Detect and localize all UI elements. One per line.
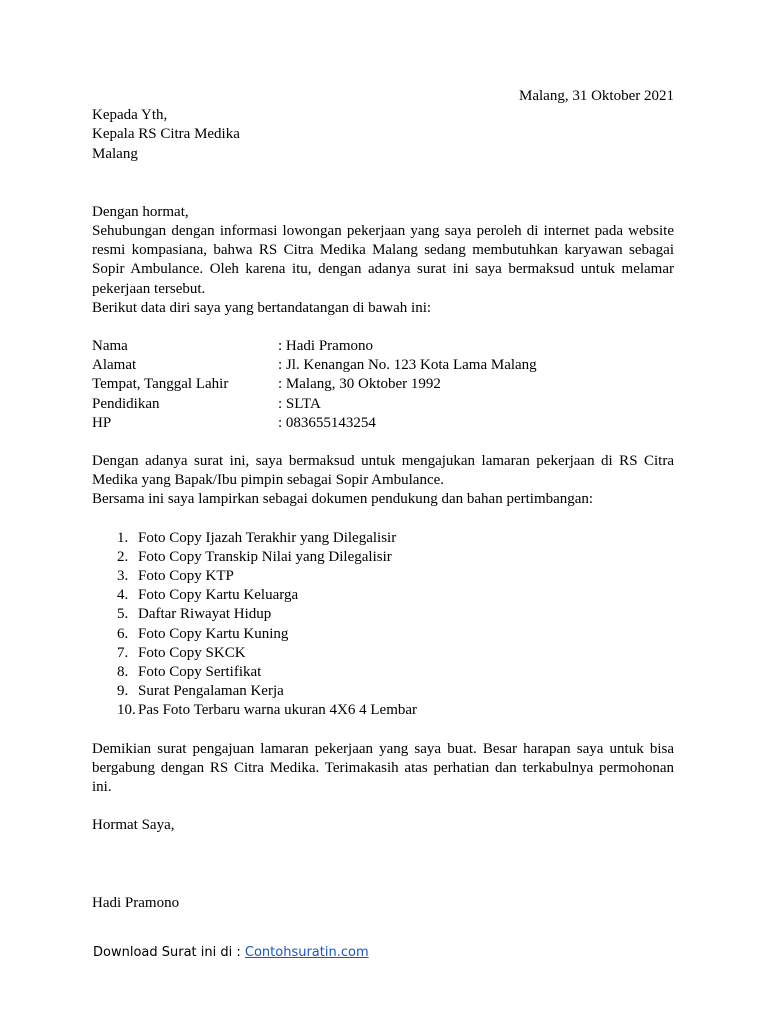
list-text: Foto Copy Kartu Keluarga xyxy=(138,587,299,604)
biodata-row xyxy=(92,395,674,414)
footer-link[interactable]: Contohsuratin.com xyxy=(244,945,369,960)
list-text: Foto Copy Kartu Kuning xyxy=(138,625,289,642)
biodata-row xyxy=(92,337,674,356)
letter-document xyxy=(92,87,674,913)
list-text: Foto Copy SKCK xyxy=(138,644,246,661)
recipient-line: Kepada Yth, xyxy=(92,107,168,124)
place-date: Malang, 31 Oktober 2021 xyxy=(519,88,674,104)
biodata-label: Tempat, Tanggal Lahir xyxy=(92,376,229,393)
biodata-value: : Hadi Pramono xyxy=(278,338,373,355)
closing-paragraph: Demikian surat pengajuan lamaran pekerjaan yang saya buat. Besar harapan saya untuk bisa bergabung dengan RS Citra Medika. Terimakasih atas perhatian dan terkabulnya permohonan ini. xyxy=(92,740,674,796)
list-text: Foto Copy Sertifikat xyxy=(138,664,262,681)
list-item xyxy=(92,548,674,567)
list-item xyxy=(92,586,674,605)
biodata-intro: Berikut data diri saya yang bertandatangan di bawah ini: xyxy=(92,299,432,316)
biodata-row xyxy=(92,414,674,433)
recipient-line: Malang xyxy=(92,145,138,162)
list-item xyxy=(92,663,674,682)
biodata-label: HP xyxy=(92,414,112,431)
biodata-row xyxy=(92,356,674,375)
signature-name: Hadi Pramono xyxy=(92,894,180,911)
biodata-row xyxy=(92,375,674,394)
list-item xyxy=(92,682,674,701)
list-number: 4. xyxy=(117,587,129,604)
list-item xyxy=(92,644,674,663)
list-number: 8. xyxy=(117,664,129,681)
download-footer xyxy=(93,945,369,960)
list-item xyxy=(92,625,674,644)
closing-salutation: Hormat Saya, xyxy=(92,817,175,834)
recipient-block xyxy=(92,106,674,164)
attachments-list xyxy=(92,529,674,721)
list-number: 3. xyxy=(117,568,129,585)
application-paragraph: Dengan adanya surat ini, saya bermaksud untuk mengajukan lamaran pekerjaan di RS Citra Medika yang Bapak/Ibu pimpin sebagai Sopir Ambulance. xyxy=(92,453,674,489)
list-text: Foto Copy Ijazah Terakhir yang Dilegalisir xyxy=(138,529,397,546)
list-item xyxy=(92,701,674,720)
biodata-value: : Jl. Kenangan No. 123 Kota Lama Malang xyxy=(278,357,537,374)
salutation: Dengan hormat, xyxy=(92,203,189,220)
list-number: 5. xyxy=(117,606,129,623)
list-text: Surat Pengalaman Kerja xyxy=(138,683,284,700)
list-text: Foto Copy Transkip Nilai yang Dilegalisir xyxy=(138,548,392,565)
recipient-line: Kepala RS Citra Medika xyxy=(92,126,240,143)
biodata-value: : 083655143254 xyxy=(278,414,376,431)
list-item xyxy=(92,605,674,624)
list-number: 6. xyxy=(117,625,129,642)
biodata-label: Alamat xyxy=(92,357,137,374)
list-text: Foto Copy KTP xyxy=(138,568,234,585)
list-number: 9. xyxy=(117,683,129,700)
biodata-value: : Malang, 30 Oktober 1992 xyxy=(278,376,441,393)
list-text: Pas Foto Terbaru warna ukuran 4X6 4 Lembar xyxy=(138,702,418,719)
biodata-label: Nama xyxy=(92,338,128,355)
attachments-intro: Bersama ini saya lampirkan sebagai dokumen pendukung dan bahan pertimbangan: xyxy=(92,491,594,508)
list-text: Daftar Riwayat Hidup xyxy=(138,606,272,623)
biodata-table xyxy=(92,337,674,433)
list-item xyxy=(92,529,674,548)
list-number: 10. xyxy=(117,702,136,719)
biodata-label: Pendidikan xyxy=(92,395,160,412)
list-number: 2. xyxy=(117,548,129,565)
list-number: 7. xyxy=(117,644,129,661)
biodata-value: : SLTA xyxy=(278,395,321,412)
list-item xyxy=(92,567,674,586)
intro-paragraph: Sehubungan dengan informasi lowongan pekerjaan yang saya peroleh di internet pada website resmi kompasiana, bahwa RS Citra Medika Malang sedang membutuhkan karyawan sebagai Sopir Ambulance. Oleh karena itu, dengan adanya surat ini saya bermaksud untuk melamar pekerjaan tersebut. xyxy=(92,223,674,297)
list-number: 1. xyxy=(117,529,129,546)
footer-prefix: Download Surat ini di : xyxy=(93,945,245,960)
